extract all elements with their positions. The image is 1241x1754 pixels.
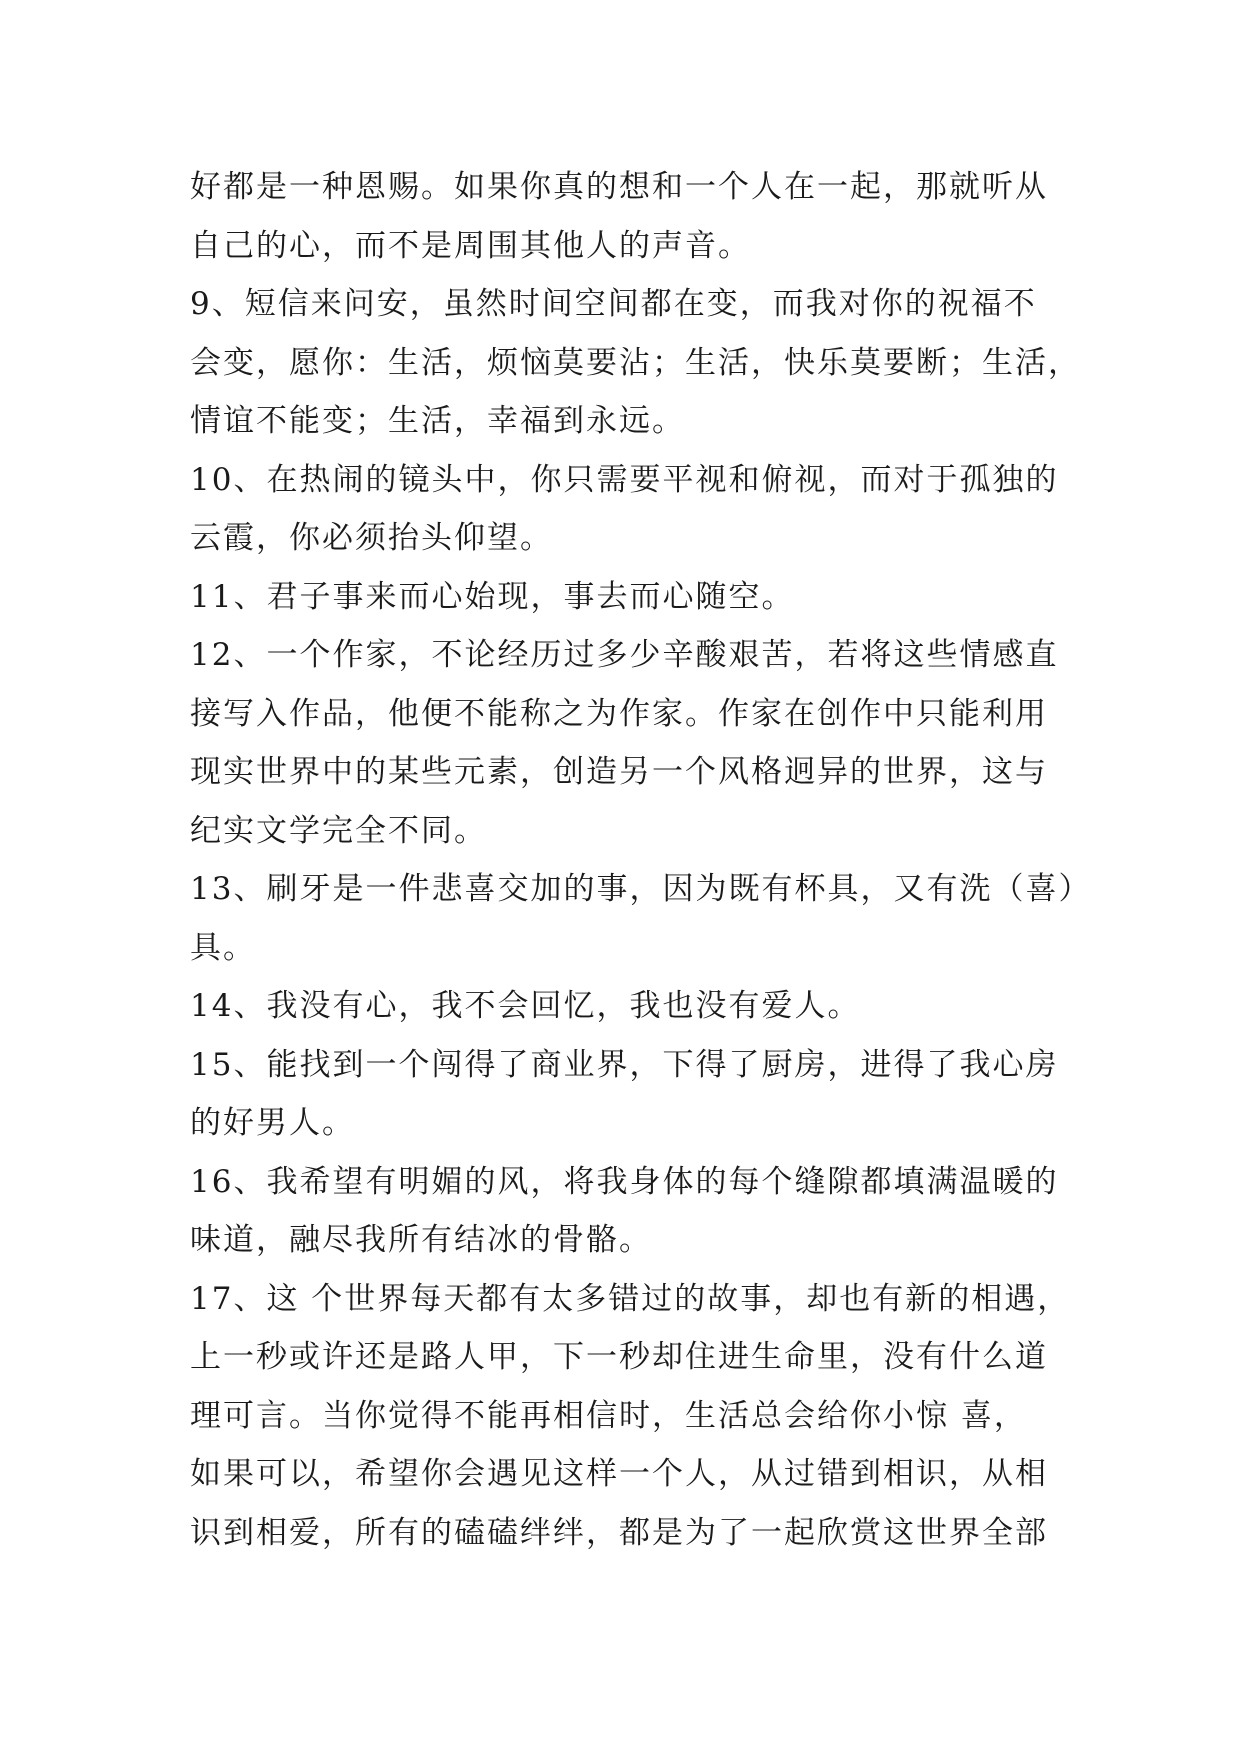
text-line: 情谊不能变；生活，幸福到永远。 xyxy=(190,403,685,439)
text-line: 会变，愿你：生活，烦恼莫要沾；生活，快乐莫要断；生活， xyxy=(190,344,1081,381)
text-line: 云霞，你必须抬头仰望。 xyxy=(190,520,553,556)
text-line: 自己的心，而不是周围其他人的声音。 xyxy=(190,227,751,264)
text-line: 15、能找到一个闯得了商业界，下得了厨房，进得了我心房 xyxy=(190,1046,1059,1083)
text-line: 16、我希望有明媚的风，将我身体的每个缝隙都填满温暖的 xyxy=(190,1163,1059,1200)
body-text xyxy=(190,158,1092,1562)
text-line: 12、一个作家，不论经历过多少辛酸艰苦，若将这些情感直 xyxy=(190,637,1059,673)
text-line: 9、短信来问安，虽然时间空间都在变，而我对你的祝福不 xyxy=(190,286,1037,322)
text-line: 现实世界中的某些元素，创造另一个风格迥异的世界，这与 xyxy=(190,754,1048,790)
text-line: 理可言。当你觉得不能再相信时，生活总会给你小惊 喜， xyxy=(190,1397,1027,1434)
text-line: 的好男人。 xyxy=(190,1105,355,1141)
text-line: 13、刷牙是一件悲喜交加的事，因为既有杯具，又有洗（喜） xyxy=(190,871,1092,907)
text-line: 14、我没有心，我不会回忆，我也没有爱人。 xyxy=(190,988,861,1024)
text-line: 好都是一种恩赐。如果你真的想和一个人在一起，那就听从 xyxy=(190,169,1048,205)
text-line: 上一秒或许还是路人甲，下一秒却住进生命里，没有什么道 xyxy=(190,1339,1048,1375)
text-line: 如果可以，希望你会遇见这样一个人，从过错到相识，从相 xyxy=(190,1456,1048,1492)
text-line: 味道，融尽我所有结冰的骨骼。 xyxy=(190,1222,652,1258)
text-line: 11、君子事来而心始现，事去而心随空。 xyxy=(190,578,795,615)
text-line: 纪实文学完全不同。 xyxy=(190,812,487,849)
text-line: 17、这 个世界每天都有太多错过的故事，却也有新的相遇， xyxy=(190,1280,1071,1317)
text-line: 具。 xyxy=(190,929,256,966)
text-line: 识到相爱，所有的磕磕绊绊，都是为了一起欣赏这世界全部 xyxy=(190,1514,1048,1551)
text-line: 接写入作品，他便不能称之为作家。作家在创作中只能利用 xyxy=(190,695,1048,732)
text-line: 10、在热闹的镜头中，你只需要平视和俯视，而对于孤独的 xyxy=(190,461,1059,498)
